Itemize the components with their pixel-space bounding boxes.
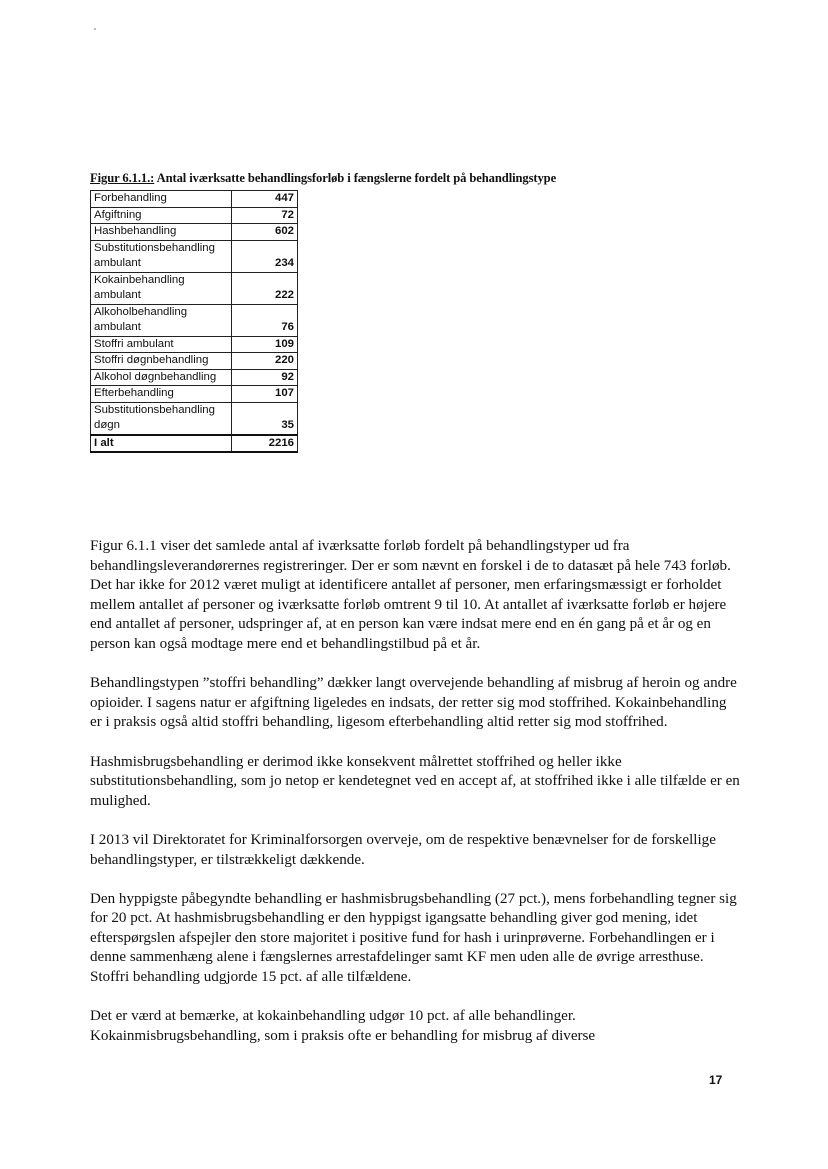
paragraph: Det er værd at bemærke, at kokainbehandling udgør 10 pct. af alle behandlinger. Kokainmisbrugsbehandling, som i praksis ofte er behandling for misbrug af diverse (90, 1008, 596, 1044)
row-value: 220 (231, 353, 297, 370)
row-value: 107 (231, 386, 297, 403)
paragraph: Den hyppigste påbegyndte behandling er hashmisbrugsbehandling (27 pct.), mens forbehandling tegner sig for 20 pct. At hashmisbrugsbehandling er den hyppigst igangsatte behandling giver god mening, idet efterspørgslen afspejler den store majoritet i positive fund for hash i urinprøverne. Forbehandlingen er i denne sammenhæng alene i fængslernes arrestafdelinger samt KF men uden alle de øvrige arresthuse. Stoffri behandling udgjorde 15 pct. af alle tilfældene. (90, 890, 737, 986)
row-label: Substitutionsbehandling døgn (91, 402, 232, 435)
paragraph: I 2013 vil Direktoratet for Kriminalforsorgen overveje, om de respektive benævnelser for de forskellige behandlingstyper, er tilstrækkeligt dækkende. (90, 831, 716, 868)
row-label: Kokainbehandling ambulant (91, 272, 232, 304)
row-label: Forbehandling (91, 191, 232, 208)
row-label: Alkoholbehandling ambulant (91, 304, 232, 336)
row-value: 2216 (231, 435, 297, 453)
row-label: Alkohol døgnbehandling (91, 369, 232, 386)
row-value: 35 (231, 402, 297, 435)
row-label: Stoffri ambulant (91, 336, 232, 353)
treatment-table (90, 190, 298, 453)
row-value: 92 (231, 369, 297, 386)
row-label: Substitutionsbehandling ambulant (91, 240, 232, 272)
table-row (91, 402, 298, 435)
table-row (91, 369, 298, 386)
page-number: 17 (709, 1073, 723, 1087)
figure-caption (90, 171, 556, 186)
figure-caption-text: Antal iværksatte behandlingsforløb i fængslerne fordelt på behandlingstype (154, 171, 557, 185)
table-row (91, 191, 298, 208)
row-label: Stoffri døgnbehandling (91, 353, 232, 370)
paragraph: Figur 6.1.1 viser det samlede antal af iværksatte forløb fordelt på behandlingstyper ud fra behandlingsleverandørernes registreringer. Der er som nævnt en forskel i de to datasæt på hele 743 forløb. Det har ikke for 2012 været muligt at identificere antallet af personer, men erfaringsmæssigt er forholdet mellem antallet af personer og iværksatte forløb omtrent 9 til 10. At antallet af iværksatte forløb er højere end antallet af personer, udspringer af, at en person kan være indsat mere end en én gang på et år og en person kan også modtage mere end et behandlingstilbud på et år. (90, 538, 731, 652)
row-value: 76 (231, 304, 297, 336)
body-text (90, 537, 740, 1066)
row-label: Afgiftning (91, 207, 232, 224)
table-row (91, 224, 298, 241)
table-row (91, 336, 298, 353)
row-value: 447 (231, 191, 297, 208)
paragraph: Hashmisbrugsbehandling er derimod ikke konsekvent målrettet stoffrihed og heller ikke substitutionsbehandling, som jo netop er kendetegnet ved en accept af, at stoffrihed ikke i alle tilfælde er en mulighed. (90, 753, 740, 809)
table-row (91, 386, 298, 403)
row-label: I alt (91, 435, 232, 453)
table-row (91, 240, 298, 272)
table-row (91, 353, 298, 370)
row-label: Hashbehandling (91, 224, 232, 241)
paragraph: Behandlingstypen ”stoffri behandling” dækker langt overvejende behandling af misbrug af heroin og andre opioider. I sagens natur er afgiftning ligeledes en indsats, der retter sig mod stoffrihed. Kokainbehandling er i praksis også altid stoffri behandling, ligesom efterbehandling altid retter sig mod stoffrihed. (90, 675, 737, 731)
row-value: 72 (231, 207, 297, 224)
scan-speck (94, 28, 96, 30)
table-row (91, 304, 298, 336)
treatment-table-body (91, 191, 298, 453)
row-value: 602 (231, 224, 297, 241)
table-row (91, 207, 298, 224)
row-value: 109 (231, 336, 297, 353)
table-total-row (91, 435, 298, 453)
row-value: 222 (231, 272, 297, 304)
row-value: 234 (231, 240, 297, 272)
figure-caption-number: Figur 6.1.1.: (90, 171, 155, 185)
row-label: Efterbehandling (91, 386, 232, 403)
table-row (91, 272, 298, 304)
